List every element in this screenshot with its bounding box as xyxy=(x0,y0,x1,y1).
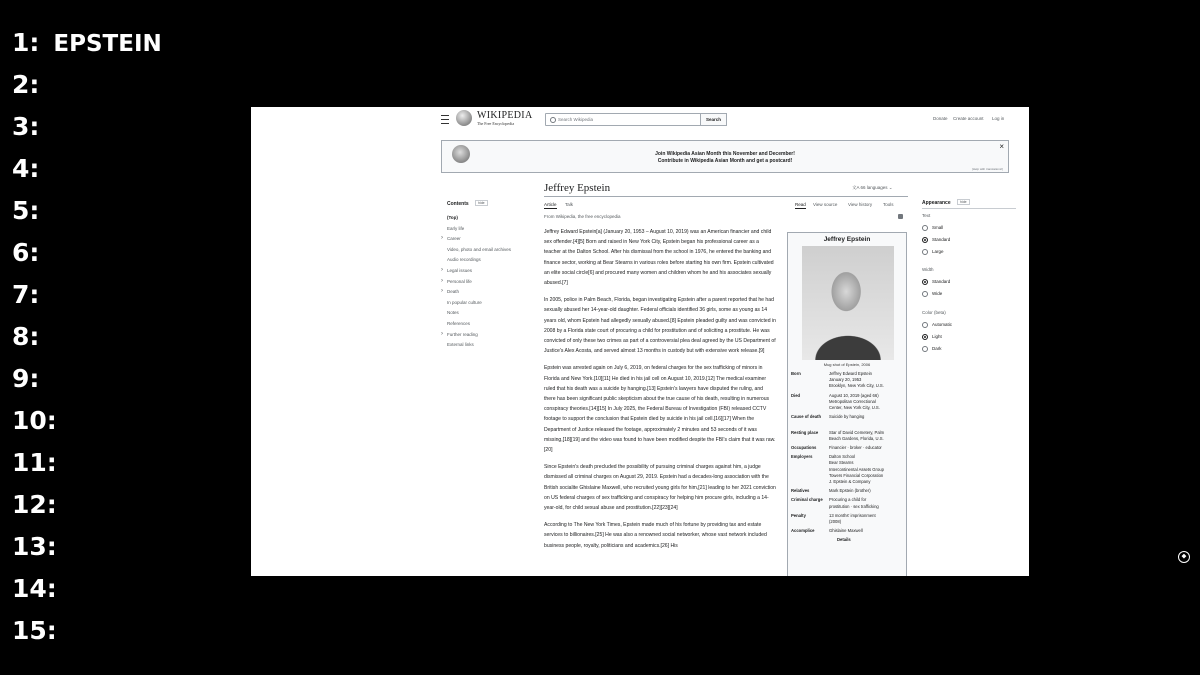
infobox-photo[interactable] xyxy=(802,246,894,360)
toc-item-label: (Top) xyxy=(447,215,458,220)
chevron-right-icon[interactable]: › xyxy=(441,266,443,273)
appearance-label: Text xyxy=(922,213,931,218)
toc-item-label: Audio recordings xyxy=(447,257,481,263)
toc-item[interactable] xyxy=(441,300,511,311)
toc-item-label: External links xyxy=(447,342,474,348)
page-title: Jeffrey Epstein xyxy=(544,182,611,194)
infobox-label: Accomplice xyxy=(791,528,815,534)
browser-screenshot xyxy=(251,107,1029,576)
appearance-option[interactable] xyxy=(922,346,942,352)
from-wikipedia: From Wikipedia, the free encyclopedia xyxy=(544,214,621,219)
create-account-link[interactable]: Create account xyxy=(953,116,984,121)
infobox-value: Details xyxy=(837,537,851,543)
rank-item xyxy=(12,154,162,196)
rank-item xyxy=(12,196,162,238)
banner-line-1[interactable]: Join Wikipedia Asian Month this November and December! xyxy=(655,151,795,157)
appearance-option[interactable] xyxy=(922,249,944,255)
article-paragraph: Since Epstein's death precluded the possibility of pursuing criminal charges against him, a judge dismissed all criminal charges on August 29, 2019. Epstein had a decades-long association with the British socialite Ghislaine Maxwell, who recruited young girls for him,[21] leading to her 2021 conviction on US federal charges of sex trafficking and conspiracy for helping him procure girls, including a 14-year-old, for child sexual abuse and prostitution.[22][23][24] xyxy=(544,464,776,512)
infobox-label: Occupations xyxy=(791,445,817,450)
toc-item-label: Further reading xyxy=(447,331,478,337)
infobox-row xyxy=(791,430,905,445)
infobox-value: Suicide by hanging xyxy=(829,414,865,420)
infobox-value: August 10, 2019 (aged 66) Metropolitan Correctional Center, New York City, U.S. xyxy=(829,392,880,410)
toc-item-label: In popular culture xyxy=(447,299,482,305)
translate-icon: 文A xyxy=(852,185,861,190)
chevron-right-icon[interactable]: › xyxy=(441,288,443,295)
appearance-option[interactable] xyxy=(922,334,942,340)
rank-number: 11: xyxy=(12,448,57,477)
infobox-row xyxy=(791,393,905,415)
languages-count: 66 languages xyxy=(860,185,888,190)
rank-number: 4: xyxy=(12,154,40,183)
infobox xyxy=(787,232,907,576)
ranking-list xyxy=(12,28,162,658)
rank-number: 14: xyxy=(12,574,57,603)
toc-item[interactable] xyxy=(441,342,511,353)
radio-icon[interactable] xyxy=(922,346,928,352)
appearance-hide-button[interactable]: hide xyxy=(957,199,970,205)
rank-number: 6: xyxy=(12,238,40,267)
appearance-option-label: Automatic xyxy=(932,322,953,328)
banner-help-link[interactable]: [Help with translations!] xyxy=(971,167,1003,171)
infobox-label: Criminal charge xyxy=(791,497,823,503)
rank-item xyxy=(12,322,162,364)
toc-item[interactable] xyxy=(441,279,511,290)
tab-talk[interactable]: Talk xyxy=(565,202,574,207)
infobox-label: Born xyxy=(791,371,801,376)
toc-item-label: Notes xyxy=(447,310,459,316)
infobox-row xyxy=(791,371,905,393)
article-body xyxy=(544,227,776,558)
toc-item-label: Video, photo and email archives xyxy=(447,246,511,252)
rank-item xyxy=(12,448,162,490)
rank-item xyxy=(12,616,162,658)
toc-item-label: Legal issues xyxy=(447,267,473,273)
wikipedia-globe-icon[interactable] xyxy=(456,110,472,126)
menu-icon[interactable] xyxy=(441,115,449,124)
appearance-option-label: Light xyxy=(932,334,942,340)
toc-title: Contents xyxy=(447,201,469,207)
appearance-label: Width xyxy=(922,267,934,272)
infobox-value: Jeffrey Edward Epstein January 20, 1953 Brooklyn, New York City, U.S. xyxy=(829,371,884,389)
wikipedia-wordmark[interactable]: WIKIPEDIA xyxy=(477,110,533,121)
infobox-label: Penalty xyxy=(791,512,806,518)
appearance-option-label: Small xyxy=(932,225,944,231)
rank-item xyxy=(12,532,162,574)
infobox-label: Resting place xyxy=(791,429,819,435)
infobox-value: Mark Epstein (brother) xyxy=(829,488,871,494)
infobox-label: Died xyxy=(791,392,801,398)
search-input[interactable] xyxy=(545,113,701,126)
appearance-option-label: Standard xyxy=(932,237,951,243)
appearance-option-label: Dark xyxy=(932,346,942,352)
rank-item xyxy=(12,28,162,70)
radio-icon[interactable] xyxy=(922,334,928,340)
infobox-value: Star of David Cemetery, Palm Beach Gardens, Florida, U.S. xyxy=(829,429,885,441)
tab-view-history[interactable]: View history xyxy=(848,202,873,207)
rank-item xyxy=(12,364,162,406)
toc-item[interactable] xyxy=(441,247,511,258)
article-paragraph: In 2005, police in Palm Beach, Florida, began investigating Epstein after a parent reported that he had sexually abused her 14-year-old daughter. Federal officials identified 36 girls, some as young as 14 years old, whom Epstein had allegedly sexually abused.[8] Epstein pleaded guilty and was convicted in 2008 by a Florida state court of procuring a child for prostitution and of soliciting a prostitute. He was convicted of only these two crimes as part of a controversial plea deal agreed by the US Department of Justice's Alex Acosta, and served almost 13 months in custody but with extensive work release.[9] xyxy=(544,297,776,355)
infobox-label: Cause of death xyxy=(791,414,822,420)
appearance-option[interactable] xyxy=(922,322,952,328)
appearance-label: Color (beta) xyxy=(922,310,946,315)
radio-icon[interactable] xyxy=(922,322,928,328)
rank-number: 1: xyxy=(12,28,40,57)
rank-item xyxy=(12,238,162,280)
rank-number: 5: xyxy=(12,196,40,225)
article-paragraph: Jeffrey Edward Epstein[a] (January 20, 1953 – August 10, 2019) was an American financier and child sex offender.[4][5] Born and raised in New York City, Epstein began his professional career as a teacher at the Dalton School. After his dismissal from the school in 1976, he entered the banking and finance sector, working at Bear Stearns in various roles before starting his own firm. Epstein cultivated an elite social circle[6] and procured many women and children whom he and his associates sexually abused.[7] xyxy=(544,229,774,287)
infobox-value: 13 months' imprisonment (2008) xyxy=(829,512,876,524)
tab-read[interactable]: Read xyxy=(795,202,806,207)
rank-number: 10: xyxy=(12,406,57,435)
rank-item xyxy=(12,70,162,112)
rank-item xyxy=(12,280,162,322)
wikipedia-tagline: The Free Encyclopedia xyxy=(477,121,515,126)
tab-view-source[interactable]: View source xyxy=(813,202,838,207)
chevron-right-icon[interactable]: › xyxy=(441,235,443,242)
infobox-row xyxy=(791,445,905,454)
appearance-option[interactable] xyxy=(922,225,943,231)
table-of-contents xyxy=(441,215,511,353)
infobox-value: Dalton School Bear Stearns Intercontinental Assets Group Towers Financial Corporation J. Epstein & Company xyxy=(829,454,884,484)
toc-item[interactable] xyxy=(441,226,511,237)
infobox-row xyxy=(791,414,905,429)
appearance-option-label: Wide xyxy=(932,291,943,297)
appearance-option-label: Large xyxy=(932,249,944,255)
rank-number: 15: xyxy=(12,616,57,645)
article-paragraph: According to The New York Times, Epstein made much of his fortune by providing tax and estate services to billionaires.[25] He was also a renowned social networker, whose vast network included business people, royalty, politicians and academics.[26] His xyxy=(544,522,767,549)
infobox-caption: Mug shot of Epstein, 2006 xyxy=(823,362,871,367)
toc-item-label: Early life xyxy=(447,225,465,231)
toc-item-label: References xyxy=(447,320,471,326)
rank-item xyxy=(12,574,162,616)
toc-item[interactable] xyxy=(441,215,511,226)
toc-item-label: Career xyxy=(447,236,461,242)
banner-line-2[interactable]: Contribute in Wikipedia Asian Month and get a postcard! xyxy=(657,158,793,164)
rank-number: 9: xyxy=(12,364,40,393)
rank-number: 3: xyxy=(12,112,40,141)
toc-item-label: Personal life xyxy=(447,278,472,284)
rank-number: 2: xyxy=(12,70,40,99)
toc-item[interactable] xyxy=(441,310,511,321)
toc-item-label: Death xyxy=(447,289,460,295)
toc-item[interactable] xyxy=(441,289,511,300)
appearance-option-label: Standard xyxy=(932,279,951,285)
toc-item[interactable] xyxy=(441,257,511,268)
appearance-option[interactable] xyxy=(922,291,942,297)
infobox-value: Ghislaine Maxwell xyxy=(829,528,863,534)
rank-number: 12: xyxy=(12,490,57,519)
infobox-row xyxy=(791,454,905,488)
chevron-right-icon[interactable]: › xyxy=(441,277,443,284)
search-icon xyxy=(550,117,556,123)
infobox-label: Employers xyxy=(791,454,813,460)
toc-item[interactable] xyxy=(441,321,511,332)
search-button[interactable]: Search xyxy=(700,113,727,126)
infobox-row xyxy=(791,488,905,497)
infobox-row xyxy=(791,497,905,512)
search-placeholder: Search Wikipedia xyxy=(558,117,594,122)
radio-icon[interactable] xyxy=(922,225,928,231)
infobox-title: Jeffrey Epstein xyxy=(823,236,871,243)
tab-tools[interactable]: Tools xyxy=(883,202,894,207)
appearance-title: Appearance xyxy=(922,200,951,206)
radio-icon[interactable] xyxy=(922,291,928,297)
toc-item[interactable] xyxy=(441,236,511,247)
languages-button[interactable]: 文A 66 languages ⌄ xyxy=(852,185,893,190)
toc-hide-button[interactable]: hide xyxy=(475,200,488,206)
appearance-option[interactable] xyxy=(922,279,950,285)
lock-icon[interactable] xyxy=(898,214,903,219)
appearance-divider xyxy=(922,208,1016,209)
article-paragraph: Epstein was arrested again on July 6, 2019, on federal charges for the sex trafficking of minors in Florida and New York.[10][11] He died in his jail cell on August 10, 2019.[12] The medical examiner ruled that his death was a suicide by hanging.[13] Epstein's lawyers have disputed the ruling, and there has been significant public skepticism about the true cause of his death, resulting in numerous conspiracy theories.[14][15] In July 2025, the Federal Bureau of Investigation (FBI) released CCTV footage to support the conclusion that Epstein died by suicide in his jail cell.[16][17] When the Department of Justice released the footage, approximately 2 minutes and 53 seconds of it was missing,[18][19] and the video was found to have been modified despite the FBI's claim that it was raw.[20] xyxy=(544,365,776,454)
rank-number: 7: xyxy=(12,280,40,309)
radio-icon[interactable] xyxy=(922,237,928,243)
chevron-right-icon[interactable]: › xyxy=(441,330,443,337)
infobox-row xyxy=(791,537,905,546)
infobox-row xyxy=(791,513,905,528)
infobox-row xyxy=(791,528,905,537)
rank-item xyxy=(12,112,162,154)
rank-number: 8: xyxy=(12,322,40,351)
rank-item xyxy=(12,490,162,532)
login-link[interactable]: Log in xyxy=(992,116,1005,121)
infobox-label: Relatives xyxy=(791,488,810,494)
close-icon[interactable]: × xyxy=(999,142,1004,151)
pdf-icon[interactable]: ⬥ xyxy=(1178,551,1190,563)
radio-icon[interactable] xyxy=(922,279,928,285)
infobox-value: Procuring a child for prostitution · sex trafficking xyxy=(829,497,879,509)
donate-link[interactable]: Donate xyxy=(933,116,948,121)
tab-article[interactable]: Article xyxy=(544,202,557,207)
rank-item xyxy=(12,406,162,448)
site-notice-banner xyxy=(441,140,1009,173)
toc-item[interactable] xyxy=(441,268,511,279)
toc-item[interactable] xyxy=(441,332,511,343)
rank-number: 13: xyxy=(12,532,57,561)
radio-icon[interactable] xyxy=(922,249,928,255)
rank-value: EPSTEIN xyxy=(53,31,162,57)
infobox-value: Financier · broker · educator xyxy=(829,445,882,450)
appearance-option[interactable] xyxy=(922,237,950,243)
title-divider xyxy=(544,196,908,197)
